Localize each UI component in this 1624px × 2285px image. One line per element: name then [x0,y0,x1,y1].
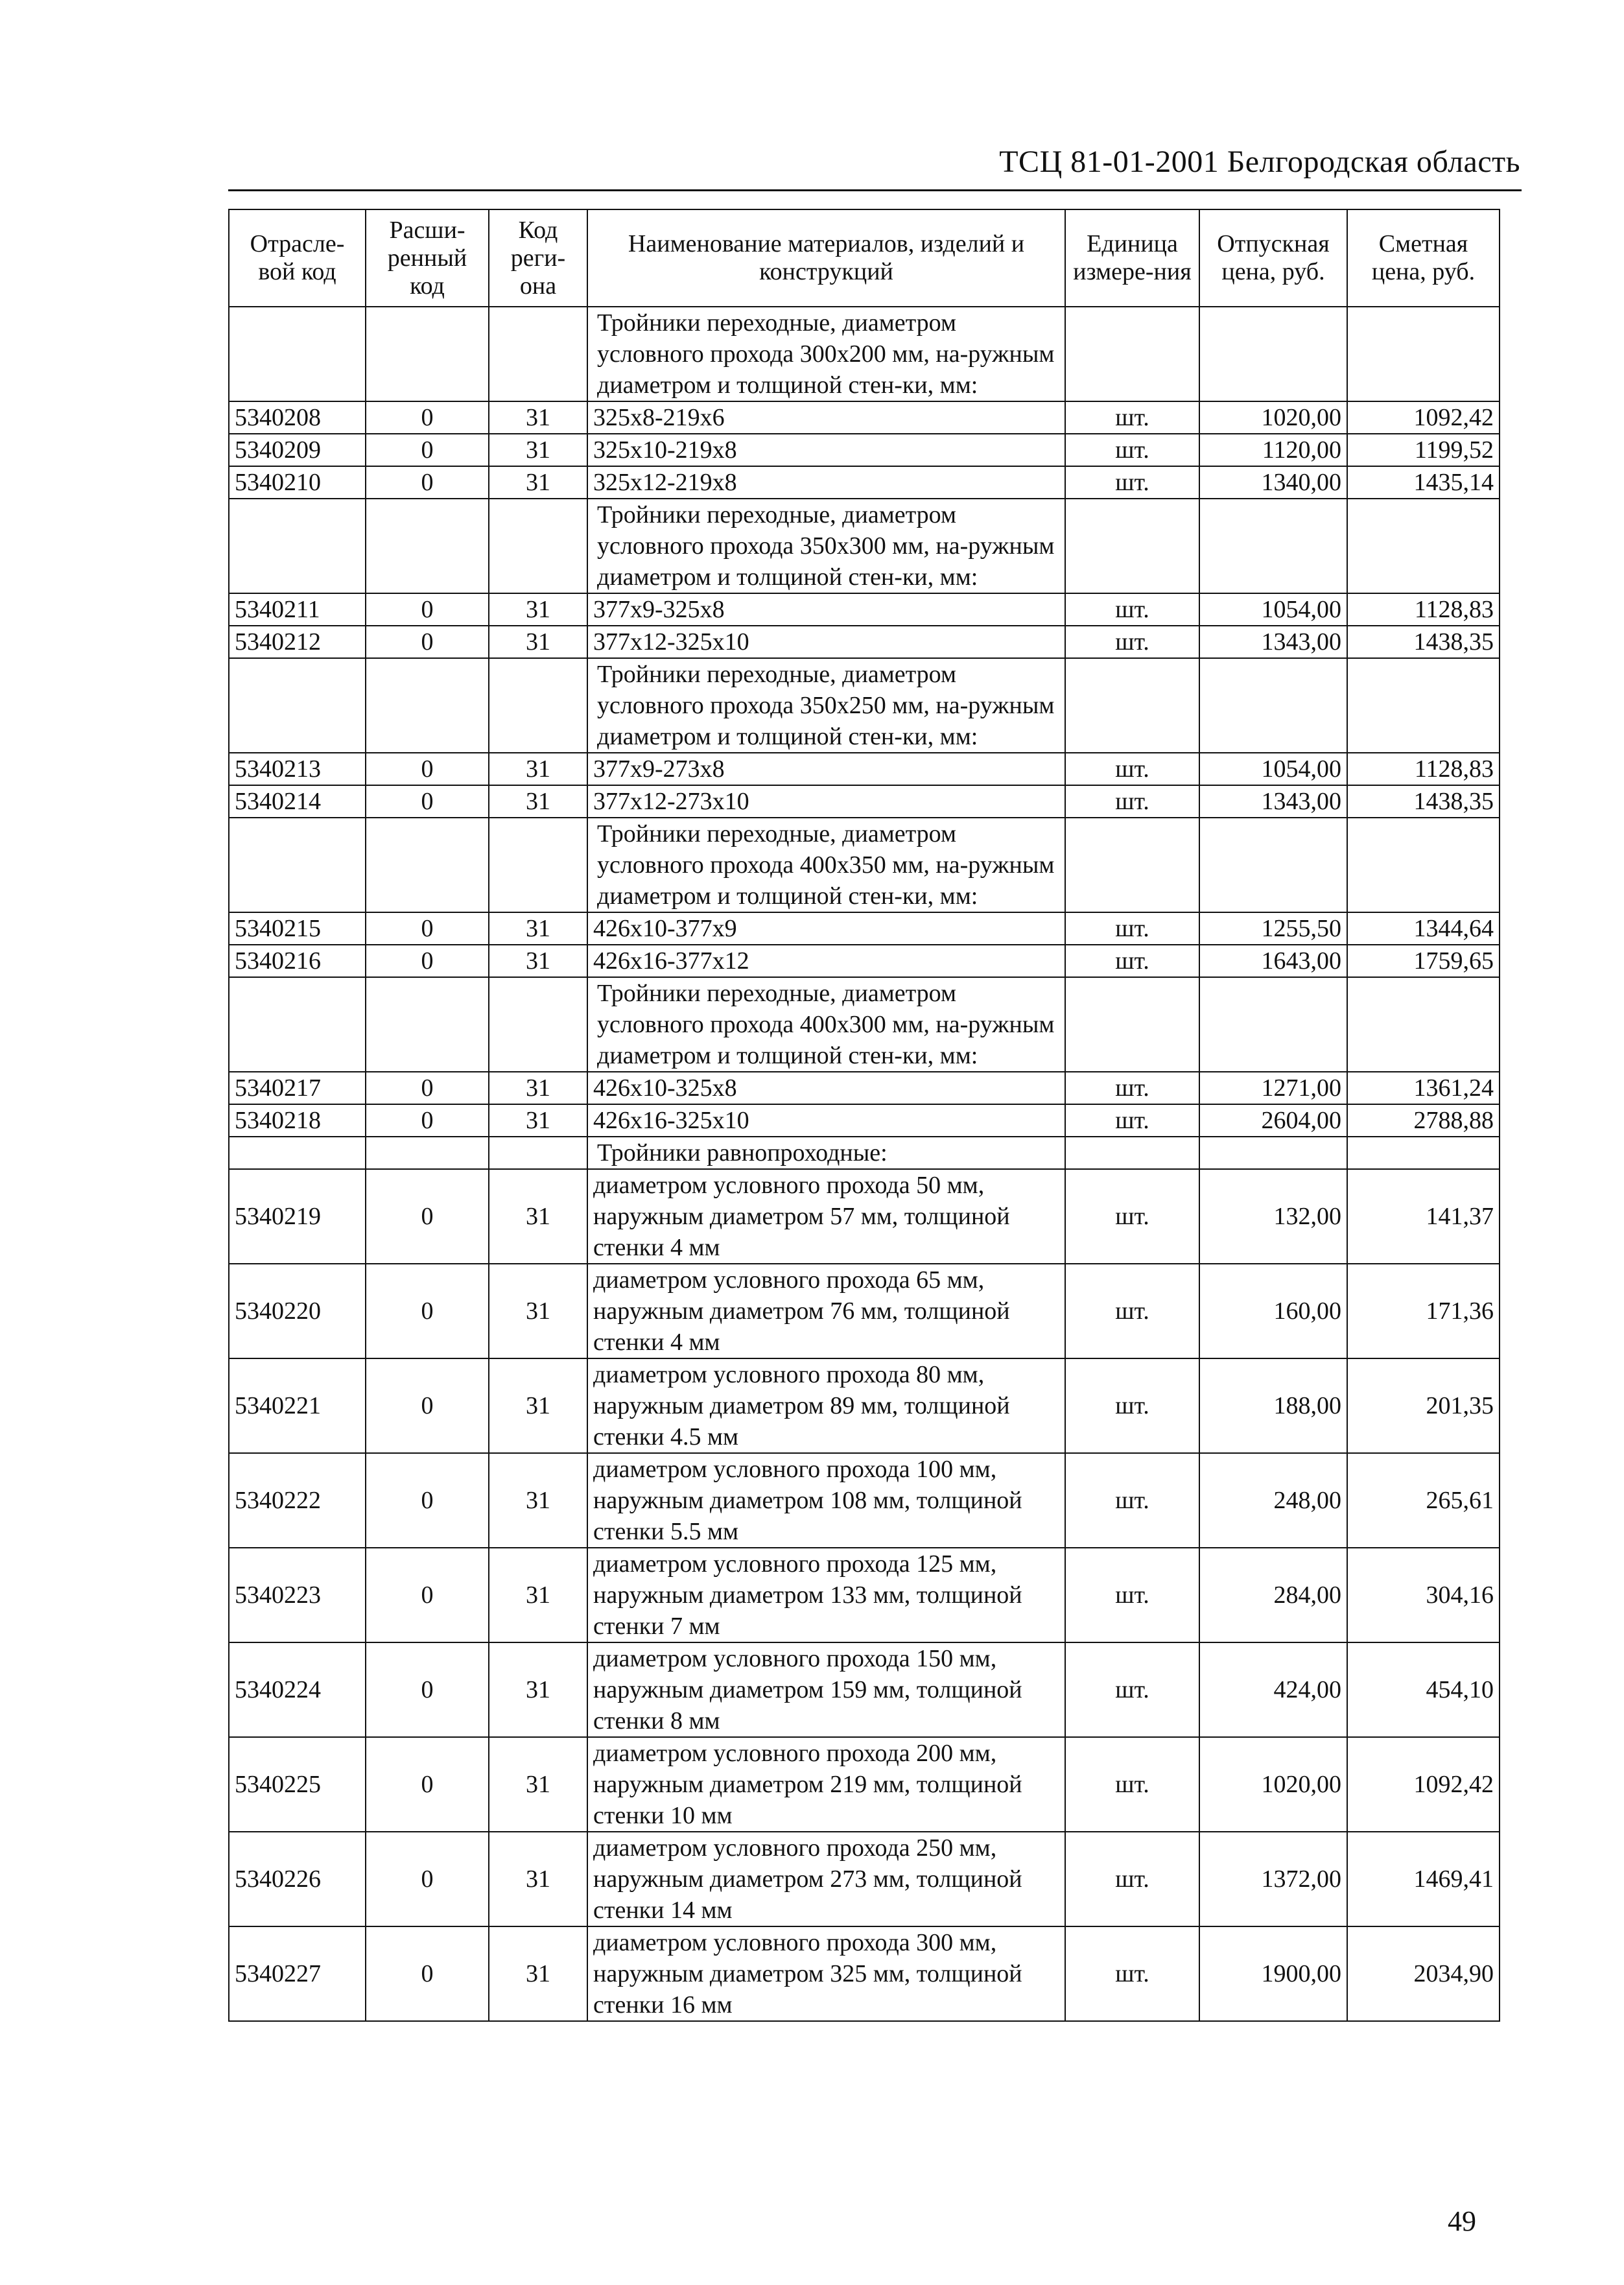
cell-ext: 0 [366,753,489,785]
table-row [229,466,1500,499]
table-row [229,945,1500,977]
cell-estimate-price: 1128,83 [1347,753,1500,785]
cell-name: диаметром условного прохода 50 мм, наружным диаметром 57 мм, толщиной стенки 4 мм [587,1169,1065,1264]
cell-estimate-price [1347,658,1500,753]
cell-ext: 0 [366,945,489,977]
cell-name: 377х12-325х10 [587,626,1065,658]
cell-release-price: 1340,00 [1199,466,1347,499]
cell-code: 5340211 [229,593,366,626]
cell-ext: 0 [366,401,489,434]
cell-code: 5340227 [229,1926,366,2021]
cell-region: 31 [489,1737,587,1832]
cell-release-price: 132,00 [1199,1169,1347,1264]
table-row [229,593,1500,626]
cell-name: диаметром условного прохода 150 мм, наружным диаметром 159 мм, толщиной стенки 8 мм [587,1642,1065,1737]
cell-region: 31 [489,1264,587,1358]
cell-ext: 0 [366,1358,489,1453]
cell-estimate-price: 1199,52 [1347,434,1500,466]
table-row [229,1264,1500,1358]
cell-region: 31 [489,1169,587,1264]
table-row [229,1737,1500,1832]
cell-unit: шт. [1065,945,1199,977]
page-number: 49 [1448,2205,1476,2237]
cell-region: 31 [489,912,587,945]
cell-unit: шт. [1065,753,1199,785]
cell-unit: шт. [1065,785,1199,818]
cell-unit: шт. [1065,466,1199,499]
cell-region: 31 [489,401,587,434]
cell-unit: шт. [1065,1453,1199,1548]
cell-unit: шт. [1065,1072,1199,1104]
cell-release-price: 1020,00 [1199,401,1347,434]
cell-ext: 0 [366,1737,489,1832]
column-header-name: Наименование материалов, изделий и конструкций [587,209,1065,307]
cell-code: 5340215 [229,912,366,945]
cell-estimate-price: 304,16 [1347,1548,1500,1642]
cell-ext: 0 [366,912,489,945]
cell-region: 31 [489,593,587,626]
cell-code: 5340216 [229,945,366,977]
cell-unit: шт. [1065,1832,1199,1926]
table-row [229,1453,1500,1548]
cell-release-price [1199,658,1347,753]
cell-code: 5340226 [229,1832,366,1926]
cell-code: 5340222 [229,1453,366,1548]
cell-name: 426х10-325х8 [587,1072,1065,1104]
cell-code: 5340223 [229,1548,366,1642]
cell-name: 377х12-273х10 [587,785,1065,818]
cell-release-price [1199,1137,1347,1169]
cell-code: 5340212 [229,626,366,658]
cell-estimate-price: 1759,65 [1347,945,1500,977]
cell-region: 31 [489,1072,587,1104]
cell-code: 5340220 [229,1264,366,1358]
cell-region [489,977,587,1072]
cell-estimate-price: 2034,90 [1347,1926,1500,2021]
cell-region: 31 [489,1832,587,1926]
cell-release-price: 1054,00 [1199,753,1347,785]
column-header-ext: Расши-ренный код [366,209,489,307]
cell-estimate-price: 1361,24 [1347,1072,1500,1104]
cell-ext: 0 [366,1169,489,1264]
group-header-row [229,977,1500,1072]
cell-release-price [1199,977,1347,1072]
table-row [229,1104,1500,1137]
cell-estimate-price: 1092,42 [1347,401,1500,434]
cell-name: Тройники переходные, диаметром условного прохода 400х300 мм, на-ружным диаметром и толщиной стен-ки, мм: [587,977,1065,1072]
cell-name: диаметром условного прохода 250 мм, наружным диаметром 273 мм, толщиной стенки 14 мм [587,1832,1065,1926]
cell-ext: 0 [366,1072,489,1104]
cell-estimate-price [1347,818,1500,912]
cell-region: 31 [489,1104,587,1137]
cell-code [229,818,366,912]
cell-ext: 0 [366,626,489,658]
cell-release-price: 2604,00 [1199,1104,1347,1137]
cell-release-price: 188,00 [1199,1358,1347,1453]
cell-code: 5340219 [229,1169,366,1264]
cell-region [489,1137,587,1169]
cell-name: 377х9-273х8 [587,753,1065,785]
cell-ext: 0 [366,1264,489,1358]
cell-ext: 0 [366,1104,489,1137]
cell-estimate-price [1347,1137,1500,1169]
cell-region [489,658,587,753]
cell-estimate-price: 1438,35 [1347,785,1500,818]
cell-release-price: 1343,00 [1199,626,1347,658]
cell-unit: шт. [1065,434,1199,466]
cell-region: 31 [489,1358,587,1453]
cell-name: 426х16-325х10 [587,1104,1065,1137]
cell-unit: шт. [1065,1926,1199,2021]
cell-ext: 0 [366,466,489,499]
subheader-row [229,1137,1500,1169]
cell-name: Тройники переходные, диаметром условного прохода 400х350 мм, на-ружным диаметром и толщиной стен-ки, мм: [587,818,1065,912]
cell-region: 31 [489,626,587,658]
cell-ext: 0 [366,434,489,466]
cell-region: 31 [489,1926,587,2021]
cell-name: 325х12-219х8 [587,466,1065,499]
table-row [229,1072,1500,1104]
cell-name: Тройники переходные, диаметром условного прохода 300х200 мм, на-ружным диаметром и толщиной стен-ки, мм: [587,307,1065,401]
cell-code: 5340218 [229,1104,366,1137]
cell-unit [1065,307,1199,401]
cell-name: диаметром условного прохода 100 мм, наружным диаметром 108 мм, толщиной стенки 5.5 мм [587,1453,1065,1548]
cell-name: 426х10-377х9 [587,912,1065,945]
cell-unit: шт. [1065,1169,1199,1264]
column-header-release-price: Отпускная цена, руб. [1199,209,1347,307]
cell-code [229,977,366,1072]
group-header-row [229,658,1500,753]
table-row [229,785,1500,818]
cell-name: диаметром условного прохода 65 мм, наружным диаметром 76 мм, толщиной стенки 4 мм [587,1264,1065,1358]
cell-ext [366,499,489,593]
cell-unit: шт. [1065,1642,1199,1737]
cell-estimate-price: 1469,41 [1347,1832,1500,1926]
cell-estimate-price: 2788,88 [1347,1104,1500,1137]
cell-release-price: 1343,00 [1199,785,1347,818]
cell-release-price: 1643,00 [1199,945,1347,977]
cell-name: диаметром условного прохода 300 мм, наружным диаметром 325 мм, толщиной стенки 16 мм [587,1926,1065,2021]
table-row [229,401,1500,434]
cell-unit: шт. [1065,1358,1199,1453]
cell-code: 5340225 [229,1737,366,1832]
cell-code: 5340213 [229,753,366,785]
cell-unit: шт. [1065,626,1199,658]
table-row [229,434,1500,466]
cell-release-price: 1271,00 [1199,1072,1347,1104]
group-header-row [229,818,1500,912]
cell-region: 31 [489,785,587,818]
cell-name: диаметром условного прохода 80 мм, наружным диаметром 89 мм, толщиной стенки 4.5 мм [587,1358,1065,1453]
cell-code: 5340214 [229,785,366,818]
group-header-row [229,307,1500,401]
cell-code: 5340217 [229,1072,366,1104]
cell-ext: 0 [366,1832,489,1926]
cell-unit: шт. [1065,1548,1199,1642]
cell-region [489,818,587,912]
cell-estimate-price: 1438,35 [1347,626,1500,658]
cell-code [229,499,366,593]
cell-name: диаметром условного прохода 125 мм, наружным диаметром 133 мм, толщиной стенки 7 мм [587,1548,1065,1642]
cell-region: 31 [489,945,587,977]
cell-release-price: 1054,00 [1199,593,1347,626]
column-header-code: Отрасле-вой код [229,209,366,307]
table-row [229,1548,1500,1642]
cell-region [489,307,587,401]
cell-release-price: 1120,00 [1199,434,1347,466]
cell-ext [366,818,489,912]
cell-unit: шт. [1065,593,1199,626]
cell-release-price: 1255,50 [1199,912,1347,945]
cell-estimate-price: 1344,64 [1347,912,1500,945]
cell-code: 5340221 [229,1358,366,1453]
cell-unit [1065,1137,1199,1169]
cell-ext: 0 [366,593,489,626]
cell-name: диаметром условного прохода 200 мм, наружным диаметром 219 мм, толщиной стенки 10 мм [587,1737,1065,1832]
cell-name: 426х16-377х12 [587,945,1065,977]
cell-unit: шт. [1065,1104,1199,1137]
cell-unit: шт. [1065,1264,1199,1358]
cell-ext [366,977,489,1072]
cell-ext: 0 [366,1453,489,1548]
cell-name: Тройники переходные, диаметром условного прохода 350х250 мм, на-ружным диаметром и толщиной стен-ки, мм: [587,658,1065,753]
cell-code: 5340209 [229,434,366,466]
cell-release-price [1199,818,1347,912]
group-header-row [229,499,1500,593]
column-header-unit: Единица измере-ния [1065,209,1199,307]
cell-estimate-price: 1435,14 [1347,466,1500,499]
cell-name: 377х9-325х8 [587,593,1065,626]
cell-region: 31 [489,1548,587,1642]
cell-region: 31 [489,1453,587,1548]
cell-release-price: 1372,00 [1199,1832,1347,1926]
cell-code: 5340224 [229,1642,366,1737]
cell-estimate-price: 201,35 [1347,1358,1500,1453]
cell-ext: 0 [366,785,489,818]
cell-unit: шт. [1065,912,1199,945]
cell-estimate-price: 1128,83 [1347,593,1500,626]
table-header-row [229,209,1500,307]
cell-ext: 0 [366,1642,489,1737]
cell-release-price: 160,00 [1199,1264,1347,1358]
cell-estimate-price: 265,61 [1347,1453,1500,1548]
table-row [229,626,1500,658]
cell-code [229,1137,366,1169]
cell-region: 31 [489,753,587,785]
cell-unit: шт. [1065,401,1199,434]
cell-release-price: 1900,00 [1199,1926,1347,2021]
cell-name: 325х8-219х6 [587,401,1065,434]
cell-ext [366,658,489,753]
cell-code [229,307,366,401]
cell-estimate-price: 454,10 [1347,1642,1500,1737]
price-table [228,209,1500,2022]
cell-name: 325х10-219х8 [587,434,1065,466]
cell-release-price: 284,00 [1199,1548,1347,1642]
cell-release-price: 424,00 [1199,1642,1347,1737]
header-rule [228,189,1522,191]
column-header-region: Код реги-она [489,209,587,307]
cell-ext: 0 [366,1548,489,1642]
cell-region [489,499,587,593]
cell-name: Тройники переходные, диаметром условного прохода 350х300 мм, на-ружным диаметром и толщиной стен-ки, мм: [587,499,1065,593]
cell-ext [366,1137,489,1169]
table-body [229,307,1500,2021]
cell-unit: шт. [1065,1737,1199,1832]
cell-unit [1065,977,1199,1072]
cell-region: 31 [489,1642,587,1737]
cell-code [229,658,366,753]
table-row [229,1642,1500,1737]
cell-release-price: 248,00 [1199,1453,1347,1548]
cell-estimate-price: 141,37 [1347,1169,1500,1264]
table-row [229,753,1500,785]
cell-release-price [1199,307,1347,401]
cell-unit [1065,499,1199,593]
table-row [229,1169,1500,1264]
cell-unit [1065,658,1199,753]
cell-estimate-price [1347,307,1500,401]
column-header-estimate-price: Сметная цена, руб. [1347,209,1500,307]
table-header [229,209,1500,307]
cell-estimate-price [1347,499,1500,593]
cell-estimate-price: 171,36 [1347,1264,1500,1358]
cell-estimate-price [1347,977,1500,1072]
cell-release-price [1199,499,1347,593]
cell-code: 5340210 [229,466,366,499]
cell-estimate-price: 1092,42 [1347,1737,1500,1832]
cell-release-price: 1020,00 [1199,1737,1347,1832]
cell-code: 5340208 [229,401,366,434]
table-row [229,912,1500,945]
cell-name: Тройники равнопроходные: [587,1137,1065,1169]
cell-ext [366,307,489,401]
table-row [229,1358,1500,1453]
cell-region: 31 [489,466,587,499]
table-row [229,1832,1500,1926]
cell-ext: 0 [366,1926,489,2021]
cell-region: 31 [489,434,587,466]
table-row [229,1926,1500,2021]
cell-unit [1065,818,1199,912]
document-header-title: ТСЦ 81-01-2001 Белгородская область [999,145,1520,179]
